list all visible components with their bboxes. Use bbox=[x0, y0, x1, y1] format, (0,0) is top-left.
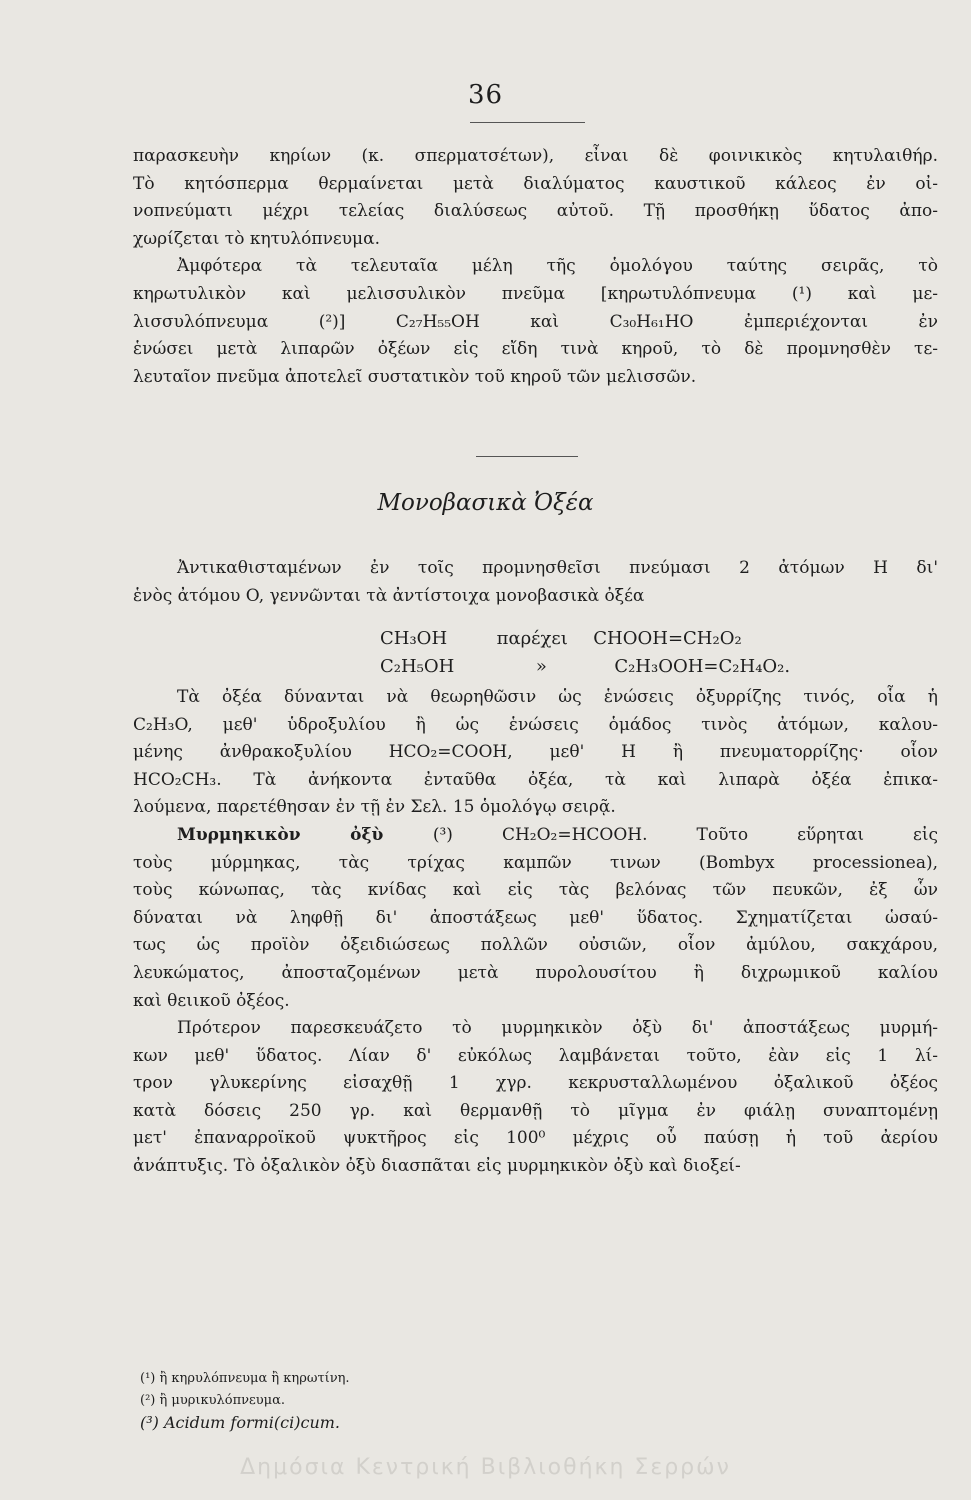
formula-2-verb: » bbox=[535, 656, 547, 677]
page-number: 36 bbox=[467, 80, 504, 110]
formula-1-verb: παρέχει bbox=[496, 628, 568, 649]
text-line: Ἀμφότερα τὰ τελευταῖα μέλη τῆς ὁμολόγου ταύτης σειρᾶς, τὸ bbox=[177, 256, 938, 277]
text-line: τοὺς κώνωπας, τὰς κνίδας καὶ εἰς τὰς βελόνας τῶν πευκῶν, ἐξ ὧν bbox=[133, 880, 938, 901]
intro-paragraph bbox=[133, 555, 938, 610]
footnote-1: (¹) ἢ κηρυλόπνευμα ἢ κηρωτίνη. bbox=[140, 1371, 350, 1386]
text-line: HCO₂CH₃. Τὰ ἀνήκοντα ἐνταῦθα ὀξέα, τὰ καὶ λιπαρὰ ὀξέα ἐπικα- bbox=[133, 769, 938, 790]
text-line: τοὺς μύρμηκας, τὰς τρίχας καμπῶν τινων (Bombyx processionea), bbox=[133, 852, 938, 873]
acids-paragraph bbox=[133, 684, 938, 822]
text-line: μένης ἀνθρακοξυλίου HCO₂=COOH, μεθ' H ἢ πνευματορρίζης· οἷον bbox=[133, 742, 938, 763]
formula-row-2 bbox=[380, 656, 790, 677]
text-line: λευκώματος, ἀποσταζομένων μετὰ πυρολουσίτου ἢ διχρωμικοῦ καλίου bbox=[133, 962, 938, 983]
text-line: Ἀντικαθισταμένων ἐν τοῖς προμνησθεῖσι πνεύμασι 2 ἀτόμων H δι' bbox=[177, 558, 938, 578]
header-rule bbox=[470, 122, 585, 123]
text-line: κων μεθ' ὕδατος. Λίαν δ' εὐκόλως λαμβάνεται τοῦτο, ἐὰν εἰς 1 λί- bbox=[133, 1045, 938, 1066]
text-line: νοπνεύματι μέχρι τελείας διαλύσεως αὐτοῦ. Τῇ προσθήκῃ ὕδατος ἀπο- bbox=[133, 201, 938, 222]
footnote-3: (³) Acidum formi(ci)cum. bbox=[140, 1413, 340, 1432]
formula-1-left: CH₃OH bbox=[380, 628, 448, 649]
text-line: χωρίζεται τὸ κητυλόπνευμα. bbox=[133, 228, 380, 249]
formic-acid-paragraph bbox=[133, 822, 938, 1015]
formula-2-left: C₂H₅OH bbox=[380, 656, 455, 677]
text-line: τως ὡς προϊὸν ὀξειδιώσεως πολλῶν οὐσιῶν, οἷον ἀμύλου, σακχάρου, bbox=[133, 935, 938, 956]
formula-1-right: CHOOH=CH₂O₂ bbox=[593, 628, 742, 649]
preparation-paragraph bbox=[133, 1015, 938, 1181]
text-line: κηρωτυλικὸν καὶ μελισσυλικὸν πνεῦμα [κηρωτυλόπνευμα (¹) καὶ με- bbox=[133, 283, 938, 304]
text-line: λευταῖον πνεῦμα ἀποτελεῖ συστατικὸν τοῦ κηροῦ τῶν μελισσῶν. bbox=[133, 366, 697, 387]
text-line: λισσυλόπνευμα (²)] C₂₇H₅₅OH καὶ C₃₀H₆₁HO ἐμπεριέχονται ἐν bbox=[133, 311, 938, 332]
text-line: δύναται νὰ ληφθῇ δι' ἀποστάξεως μεθ' ὕδατος. Σχηματίζεται ὡσαύ- bbox=[133, 907, 938, 928]
footnote-2: (²) ἢ μυρικυλόπνευμα. bbox=[140, 1393, 286, 1408]
text-line: τρον γλυκερίνης εἰσαχθῇ 1 χγρ. κεκρυσταλλωμένου ὀξαλικοῦ ὀξέος bbox=[133, 1073, 938, 1094]
text-line: Τὰ ὀξέα δύνανται νὰ θεωρηθῶσιν ὡς ἑνώσεις ὀξυρρίζης τινός, οἷα ἡ bbox=[177, 687, 938, 707]
text-line: Πρότερον παρεσκευάζετο τὸ μυρμηκικὸν ὀξὺ δι' ἀποστάξεως μυρμή- bbox=[177, 1018, 938, 1038]
formic-acid-heading: Μυρμηκικὸν ὀξὺ bbox=[177, 825, 433, 845]
section-title: Μονοβασικὰ Ὀξέα bbox=[377, 490, 594, 516]
text-line: ἀνάπτυξις. Τὸ ὀξαλικὸν ὀξὺ διασπᾶται εἰς μυρμηκικὸν ὀξὺ καὶ διοξεί- bbox=[133, 1155, 741, 1176]
top-paragraph bbox=[133, 143, 938, 391]
text-line: ἑνώσει μετὰ λιπαρῶν ὀξέων εἰς εἴδη τινὰ κηροῦ, τὸ δὲ προμνησθὲν τε- bbox=[133, 339, 938, 360]
text-line: ἑνὸς ἀτόμου O, γεννῶνται τὰ ἀντίστοιχα μονοβασικὰ ὀξέα bbox=[133, 585, 645, 606]
text-line: μετ' ἐπαναρροϊκοῦ ψυκτῆρος εἰς 100⁰ μέχρις οὗ παύσῃ ἡ τοῦ ἀερίου bbox=[133, 1128, 938, 1149]
text-line: C₂H₃O, μεθ' ὑδροξυλίου ἢ ὡς ἑνώσεις ὁμάδος τινὸς ἀτόμων, καλου- bbox=[133, 714, 938, 735]
text-line: Τὸ κητόσπερμα θερμαίνεται μετὰ διαλύματος καυστικοῦ κάλεος ἐν οἰ- bbox=[133, 173, 938, 194]
text-line: Μυρμηκικὸν ὀξὺ (³) CH₂O₂=HCOOH. Τοῦτο εὕρηται εἰς bbox=[177, 825, 938, 845]
formula-2-right: C₂H₃OOH=C₂H₄O₂. bbox=[614, 656, 791, 677]
footnotes bbox=[140, 1368, 350, 1434]
section-divider bbox=[476, 456, 578, 457]
library-watermark: Δημόσια Κεντρική Βιβλιοθήκη Σερρών bbox=[240, 1455, 731, 1480]
text-line: καὶ θειικοῦ ὀξέος. bbox=[133, 990, 290, 1011]
text-line: παρασκευὴν κηρίων (κ. σπερματσέτων), εἶναι δὲ φοινικικὸς κητυλαιθήρ. bbox=[133, 146, 938, 166]
text-line: κατὰ δόσεις 250 γρ. καὶ θερμανθῇ τὸ μῖγμα ἐν φιάλῃ συναπτομένῃ bbox=[133, 1100, 938, 1121]
text-line: λούμενα, παρετέθησαν ἐν τῇ ἐν Σελ. 15 ὁμολόγῳ σειρᾷ. bbox=[133, 797, 616, 818]
formula-row-1 bbox=[380, 628, 742, 649]
